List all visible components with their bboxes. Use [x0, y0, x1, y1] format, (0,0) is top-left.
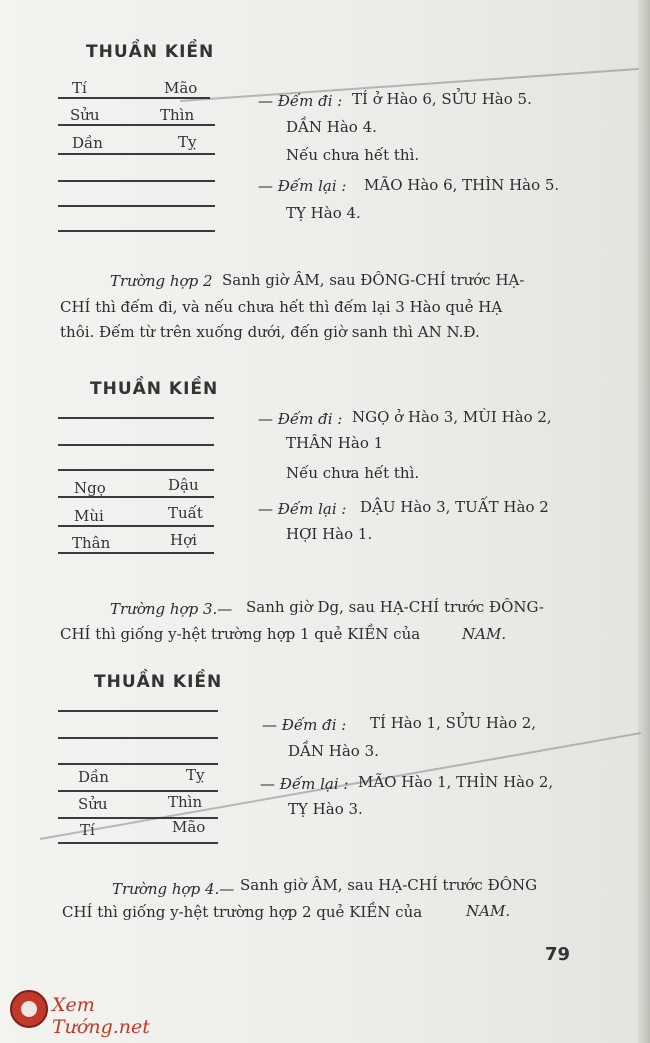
yin-yang-icon [10, 990, 48, 1028]
branch-label: Dậu [168, 476, 199, 494]
yao-line [58, 205, 215, 207]
yao-line [58, 737, 218, 739]
paragraph-line: thôi. Đếm từ trên xuống dưới, đến giờ sanh thì AN N.Đ. [60, 323, 480, 341]
count-forward-text: DẦN Hào 3. [288, 742, 379, 760]
case-heading: Trường hợp 4.— [112, 880, 235, 898]
branch-label: Thìn [168, 793, 203, 811]
count-forward-text: TÍ Hào 1, SỬU Hào 2, [370, 714, 537, 732]
yao-line [58, 469, 214, 471]
hexagram-title-3: THUẦN KIỀN [94, 672, 223, 692]
branch-label: Dần [78, 768, 109, 786]
branch-label: Sửu [78, 795, 108, 813]
yao-line [58, 124, 215, 126]
watermark-text: Xem Tướng.net [52, 994, 150, 1038]
case-heading: Trường hợp 3.— [110, 600, 233, 618]
branch-label: Mùi [74, 507, 104, 525]
count-back-text: TỴ Hào 3. [288, 800, 363, 818]
branch-label: Tỵ [186, 766, 205, 784]
branch-label: Dần [72, 134, 103, 152]
count-forward-label: — Đếm đi : [262, 716, 347, 734]
count-back-label: — Đếm lại : [258, 500, 347, 518]
branch-label: Tuất [168, 504, 203, 522]
yao-line [58, 153, 215, 155]
remaining-note: Nếu chưa hết thì. [286, 464, 420, 482]
yao-line [58, 710, 218, 712]
yao-line [58, 230, 215, 232]
yao-line [58, 97, 210, 99]
branch-label: Thìn [160, 106, 195, 124]
branch-label: Tí [80, 821, 95, 839]
branch-label: Tỵ [178, 133, 197, 151]
count-forward-label: — Đếm đi : [258, 410, 343, 428]
yao-line [58, 842, 218, 844]
paragraph-emphasis: NAM. [466, 902, 511, 920]
page-number: 79 [545, 944, 571, 965]
paragraph-emphasis: NAM. [462, 625, 507, 643]
branch-label: Thân [72, 534, 111, 552]
count-forward-label: — Đếm đi : [258, 92, 343, 110]
count-back-text: MÃO Hào 6, THÌN Hào 5. [364, 176, 560, 194]
yao-line [58, 180, 215, 182]
hexagram-title-1: THUẦN KIỀN [86, 42, 215, 62]
yao-line [58, 552, 214, 554]
count-forward-text: NGỌ ở Hào 3, MÙI Hào 2, [352, 408, 552, 426]
branch-label: Sửu [70, 106, 100, 124]
branch-label: Tí [72, 79, 87, 97]
branch-label: Mão [172, 818, 206, 836]
yao-line [58, 417, 214, 419]
count-back-text: MÃO Hào 1, THÌN Hào 2, [358, 773, 554, 791]
watermark-logo [10, 990, 190, 1038]
paragraph-line: CHÍ thì đếm đi, và nếu chưa hết thì đếm lại 3 Hào quẻ HẠ [60, 298, 503, 316]
count-forward-text: DẦN Hào 4. [286, 118, 377, 136]
remaining-note: Nếu chưa hết thì. [286, 146, 420, 164]
paragraph-line: CHÍ thì giống y-hệt trường hợp 2 quẻ KIỀN của [62, 903, 423, 921]
count-back-text: TỴ Hào 4. [286, 204, 361, 222]
yao-line [58, 790, 218, 792]
paragraph-line: Sanh giờ Dg, sau HẠ-CHÍ trước ĐÔNG- [246, 598, 544, 616]
yao-line [58, 525, 214, 527]
paragraph-line: Sanh giờ ÂM, sau HẠ-CHÍ trước ĐÔNG [240, 876, 538, 894]
branch-label: Hợi [170, 531, 197, 549]
yao-line [58, 763, 218, 765]
paragraph-line: CHÍ thì giống y-hệt trường hợp 1 quẻ KIỀN của [60, 625, 421, 643]
count-forward-text: TÍ ở Hào 6, SỬU Hào 5. [352, 90, 532, 108]
hexagram-title-2: THUẦN KIỀN [90, 379, 219, 399]
paragraph-line: Sanh giờ ÂM, sau ĐÔNG-CHÍ trước HẠ- [222, 271, 525, 289]
page-edge [638, 0, 650, 1043]
branch-label: Mão [164, 79, 198, 97]
count-back-text: HỢI Hào 1. [286, 525, 373, 543]
branch-label: Ngọ [74, 479, 106, 497]
count-back-text: DẬU Hào 3, TUẤT Hào 2 [360, 498, 549, 516]
count-back-label: — Đếm lại : [258, 177, 347, 195]
case-heading: Trường hợp 2 [110, 272, 213, 290]
count-back-label: — Đếm lại : [260, 775, 349, 793]
count-forward-text: THÂN Hào 1 [286, 434, 384, 452]
yao-line [58, 444, 214, 446]
